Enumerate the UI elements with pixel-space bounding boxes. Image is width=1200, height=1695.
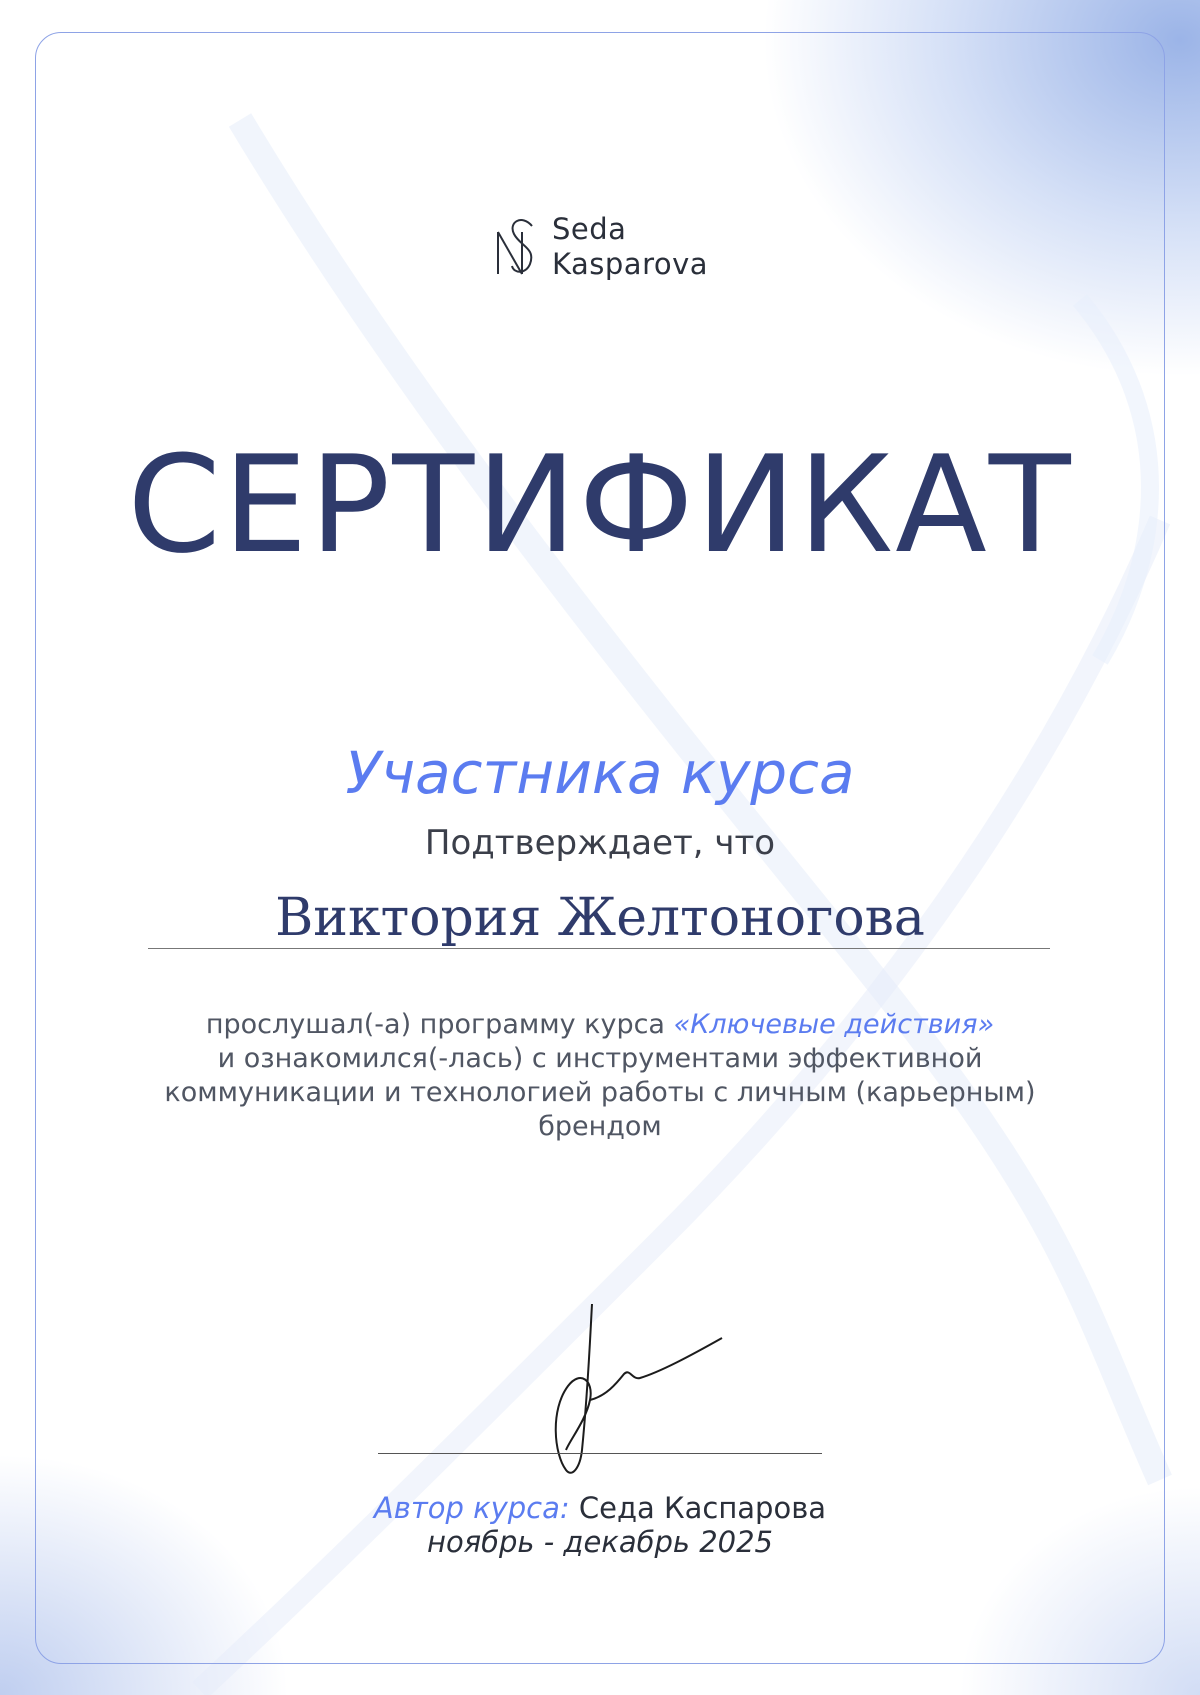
description-line-1 xyxy=(120,1008,1080,1042)
sk-monogram-icon xyxy=(492,212,540,282)
certificate-title: СЕРТИФИКАТ xyxy=(127,427,1073,583)
name-underline xyxy=(148,948,1050,949)
certificate-description xyxy=(120,1008,1080,1144)
author-name: Седа Каспарова xyxy=(578,1491,827,1525)
description-line-3: коммуникации и технологией работы с личным (карьерным) xyxy=(164,1077,1036,1108)
description-line-4: брендом xyxy=(538,1111,662,1142)
logo-line-2: Kasparova xyxy=(552,247,709,281)
signature-line xyxy=(378,1453,822,1454)
description-line-2: и ознакомился(-лась) с инструментами эффективной xyxy=(217,1043,983,1074)
logo-line-1: Seda xyxy=(552,212,627,246)
logo-wordmark xyxy=(552,212,708,282)
description-prefix: прослушал(-а) программу курса xyxy=(205,1009,674,1040)
certificate-subtitle: Участника курса xyxy=(345,739,855,807)
confirmation-text: Подтверждает, что xyxy=(424,823,776,863)
course-dates: ноябрь - декабрь 2025 xyxy=(426,1525,774,1559)
author-label: Автор курса: xyxy=(373,1491,570,1525)
course-name: «Ключевые действия» xyxy=(673,1009,995,1040)
brand-logo xyxy=(492,212,708,282)
course-author xyxy=(0,1490,1200,1526)
recipient-name: Виктория Желтоногова xyxy=(275,888,925,948)
